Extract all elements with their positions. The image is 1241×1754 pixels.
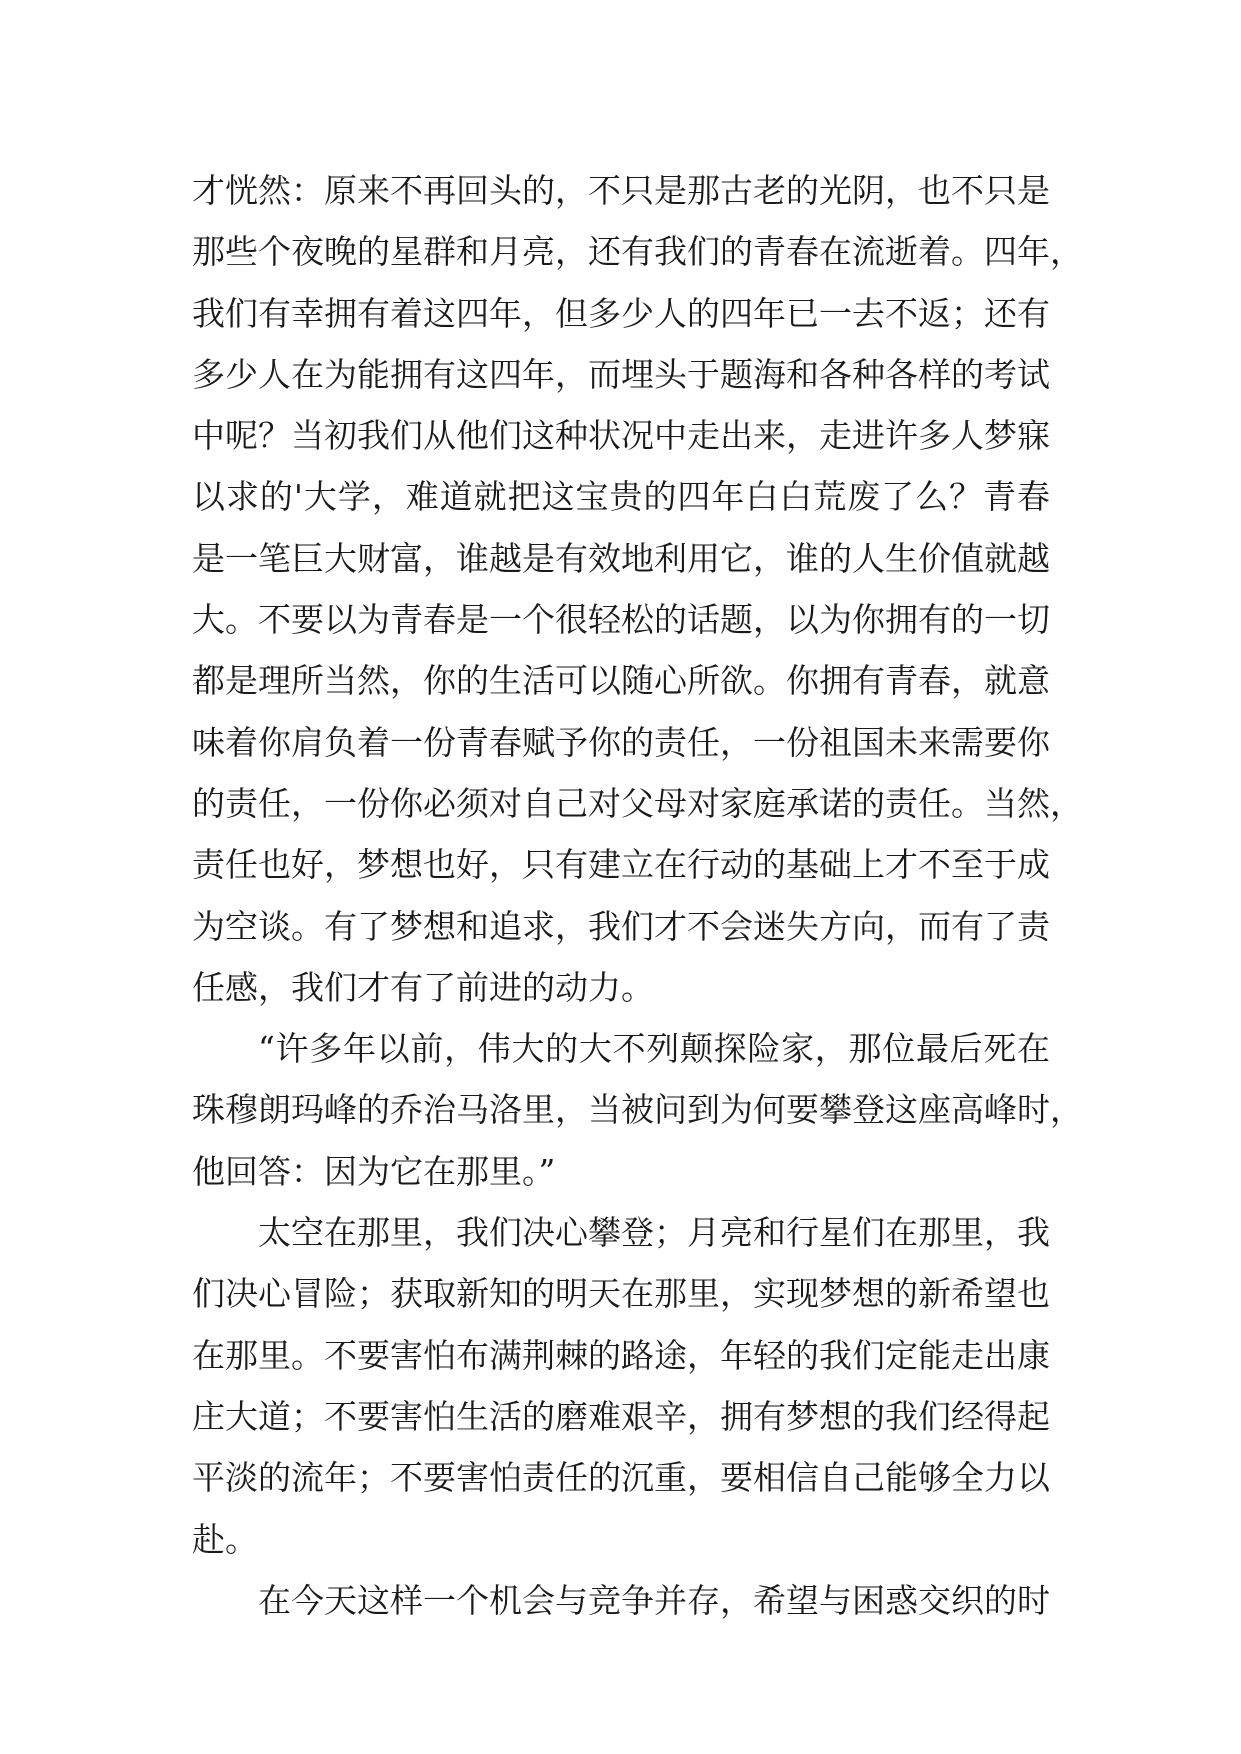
document-body [192,160,1083,1631]
text-line: 他回答：因为它在那里。” [192,1151,556,1191]
text-line: 我们有幸拥有着这四年，但多少人的四年已一去不返；还有 [192,293,1050,333]
text-line: 在今天这样一个机会与竞争并存，希望与困惑交织的时 [258,1580,1050,1620]
text-line: 责任也好，梦想也好，只有建立在行动的基础上才不至于成 [192,845,1050,885]
text-line: 在那里。不要害怕布满荆棘的路途，年轻的我们定能走出康 [192,1335,1050,1375]
paragraph [192,1570,1050,1631]
paragraph [192,1202,1050,1570]
text-line: 珠穆朗玛峰的乔治马洛里，当被问到为何要攀登这座高峰时， [192,1090,1083,1130]
text-line: 中呢？当初我们从他们这种状况中走出来，走进许多人梦寐 [192,416,1050,456]
paragraph [192,160,1083,1018]
text-line: 太空在那里，我们决心攀登；月亮和行星们在那里，我 [258,1213,1050,1253]
text-line: 平淡的流年；不要害怕责任的沉重，要相信自己能够全力以 [192,1458,1050,1498]
text-line: 任感，我们才有了前进的动力。 [192,967,654,1007]
text-line: 赴。 [192,1519,258,1559]
text-line: 庄大道；不要害怕生活的磨难艰辛，拥有梦想的我们经得起 [192,1396,1050,1436]
text-line: 的责任，一份你必须对自己对父母对家庭承诺的责任。当然， [192,783,1083,823]
text-line: “许多年以前，伟大的大不列颠探险家，那位最后死在 [258,1029,1050,1069]
text-line: 们决心冒险；获取新知的明天在那里，实现梦想的新希望也 [192,1274,1050,1314]
text-line: 是一笔巨大财富，谁越是有效地利用它，谁的人生价值就越 [192,538,1050,578]
text-line: 才恍然：原来不再回头的，不只是那古老的光阴，也不只是 [192,171,1050,210]
text-line: 以求的'大学，难道就把这宝贵的四年白白荒废了么？青春 [192,477,1050,517]
text-line: 味着你肩负着一份青春赋予你的责任，一份祖国未来需要你 [192,722,1050,762]
text-line: 大。不要以为青春是一个很轻松的话题，以为你拥有的一切 [192,600,1050,640]
paragraph [192,1018,1083,1202]
text-line: 那些个夜晚的星群和月亮，还有我们的青春在流逝着。四年， [192,232,1083,272]
text-line: 为空谈。有了梦想和追求，我们才不会迷失方向，而有了责 [192,906,1050,946]
text-line: 都是理所当然，你的生活可以随心所欲。你拥有青春，就意 [192,661,1050,701]
text-line: 多少人在为能拥有这四年，而埋头于题海和各种各样的考试 [192,354,1050,394]
